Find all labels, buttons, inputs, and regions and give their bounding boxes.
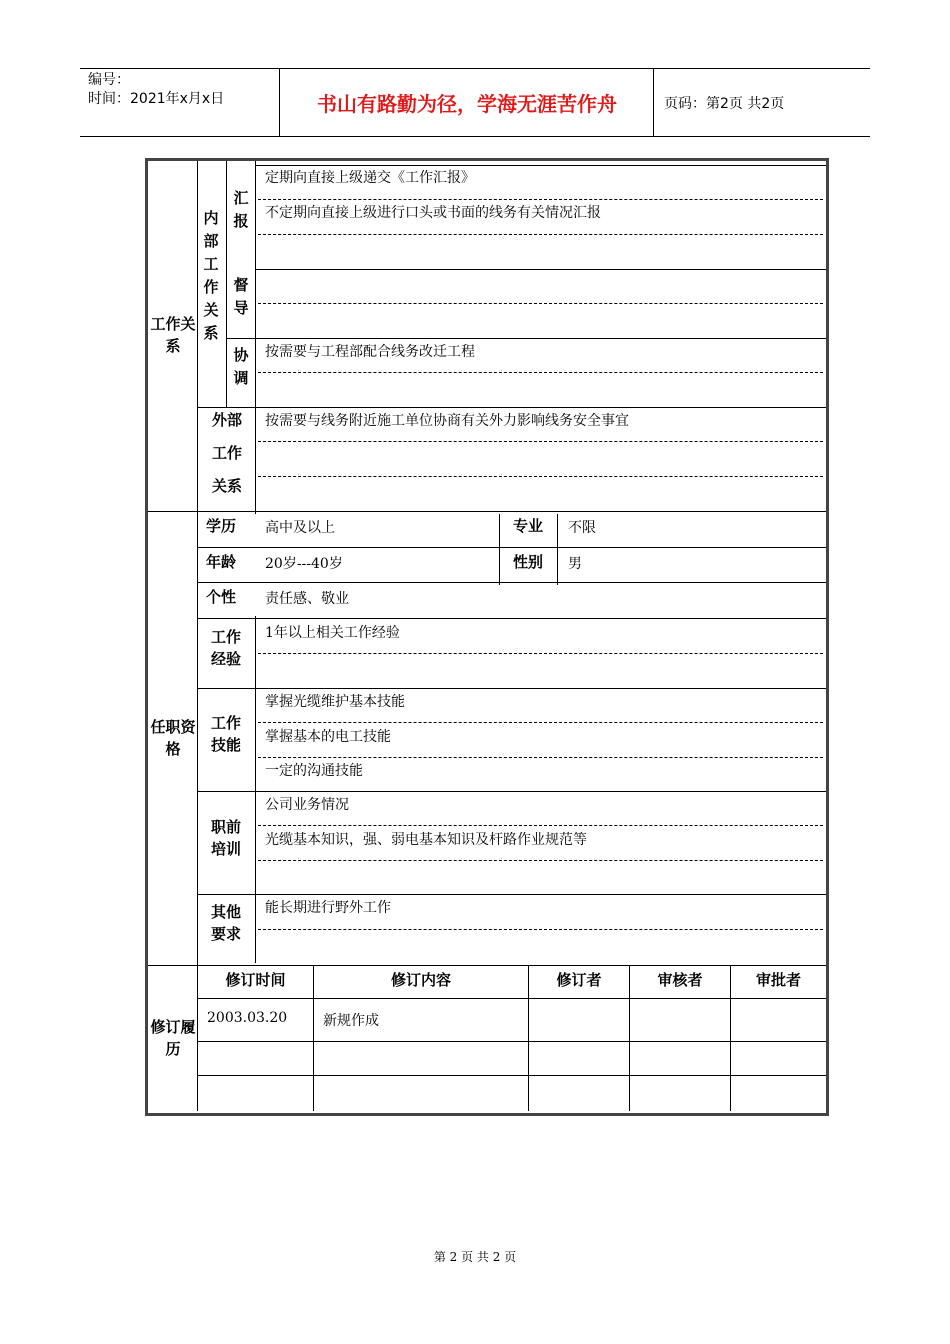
revision-header: 修订内容 (390, 971, 451, 989)
external-label-3: 关系 (211, 477, 242, 495)
report-label: 汇报 (233, 189, 249, 230)
revision-header: 修订时间 (225, 971, 286, 989)
age-label: 年龄 (206, 553, 237, 571)
major-label: 专业 (512, 517, 543, 535)
report-item: 定期向直接上级递交《工作汇报》 (265, 170, 475, 186)
training-item: 光缆基本知识，强、弱电基本知识及杆路作业规范等 (265, 832, 587, 848)
coordinate-label: 协调 (233, 346, 249, 387)
revision-header: 审批者 (755, 971, 801, 989)
divider (557, 514, 558, 585)
number-label: 编号： (88, 72, 130, 88)
divider (255, 616, 256, 963)
revision-history-label: 修订履历 (150, 1018, 196, 1058)
skill-item: 掌握光缆维护基本技能 (265, 694, 405, 710)
revision-header: 审核者 (657, 971, 703, 989)
personality-value: 责任感、敬业 (265, 591, 349, 607)
training-item: 公司业务情况 (265, 797, 349, 813)
header-meta (80, 69, 280, 136)
gender-value: 男 (568, 556, 582, 572)
report-item: 不定期向直接上级进行口头或书面的线务有关情况汇报 (265, 205, 601, 221)
external-label-1: 外部 (211, 411, 242, 429)
date-label: 时间：2021年x月x日 (88, 91, 225, 107)
document-header (80, 68, 870, 137)
divider (255, 407, 256, 514)
other-label: 其他要求 (210, 903, 241, 943)
qualifications-label: 任职资格 (150, 718, 196, 758)
job-description-table (145, 158, 829, 1116)
supervise-label: 督导 (233, 276, 249, 317)
personality-label: 个性 (206, 588, 237, 606)
education-value: 高中及以上 (265, 520, 335, 536)
revision-date: 2003.03.20 (207, 1010, 288, 1026)
header-motto: 书山有路勤为径，学海无涯苦作舟 (281, 69, 654, 136)
internal-relations-label: 内部工作关系 (203, 209, 219, 342)
other-value: 能长期进行野外工作 (265, 900, 391, 916)
training-label: 职前培训 (210, 818, 241, 858)
external-label-2: 工作 (211, 444, 242, 462)
revision-header: 修订者 (556, 971, 602, 989)
skills-label: 工作技能 (210, 714, 241, 754)
gender-label: 性别 (512, 553, 543, 571)
coordinate-item: 按需要与工程部配合线务改迁工程 (265, 344, 475, 360)
page-footer: 第 2 页 共 2 页 (433, 1250, 517, 1264)
experience-value: 1年以上相关工作经验 (265, 625, 400, 641)
major-value: 不限 (568, 520, 596, 536)
divider (226, 161, 227, 407)
work-relations-label: 工作关系 (150, 315, 196, 355)
experience-label: 工作经验 (210, 628, 241, 668)
age-value: 20岁---40岁 (265, 556, 343, 572)
skill-item: 掌握基本的电工技能 (265, 729, 391, 745)
skill-item: 一定的沟通技能 (265, 763, 363, 779)
external-item: 按需要与线务附近施工单位协商有关外力影响线务安全事宜 (265, 413, 629, 429)
divider (255, 161, 256, 407)
header-page-info: 页码：第2页 共2页 (664, 95, 785, 112)
education-label: 学历 (206, 517, 237, 535)
revision-content: 新规作成 (323, 1013, 379, 1029)
